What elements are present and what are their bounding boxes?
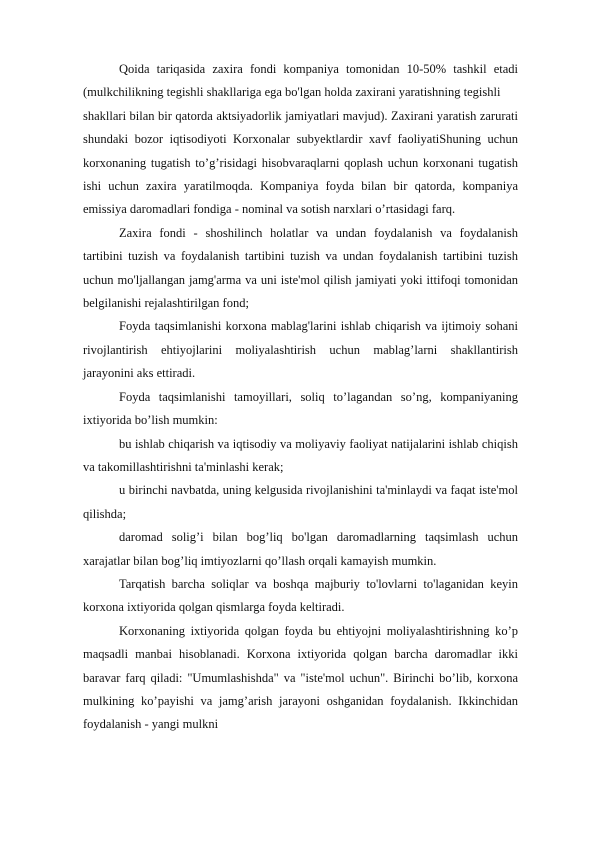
paragraph-1: Qoida tariqasida zaxira fondi kompaniya tomonidan 10-50% tashkil etadi (mulkchilikning tegishli shakllariga ega bo'lgan holda zaxirani yaratishning tegishli [83,62,518,100]
paragraph-9: Tarqatish barcha soliqlar va boshqa majburiy to'lovlarni to'laganidan keyin korxona ixtiyorida qolgan qismlarga foyda keltiradi. [83,576,518,615]
paragraph-2: shakllari bilan bir qatorda aktsiyadorlik jamiyatlari mavjud). Zaxirani yaratish zarurati shundaki bozor iqtisodiyoti Korxonalar subyektlardir xavf faoliyatiShuning uchun korxonaning tugatish to’g’risidagi hisobvaraqlarni qoplash uchun korxonani tugatish ishi uchun zaxira yaratilmoqda. Kompaniya foyda bilan bir qatorda, kompaniya emissiya daromadlari fondiga - nominal va sotish narxlari o’rtasidagi farq. [83,108,518,217]
paragraph-5: Foyda taqsimlanishi tamoyillari, soliq to’lagandan so’ng, kompaniyaning ixtiyorida bo’lish mumkin: [83,389,518,428]
paragraph-4: Foyda taqsimlanishi korxona mablag'larini ishlab chiqarish va ijtimoiy sohani rivojlantirish ehtiyojlarini moliyalashtirish uchun mablag’larni shakllantirish jarayonini aks ettiradi. [83,319,518,381]
paragraph-7: u birinchi navbatda, uning kelgusida rivojlanishini ta'minlaydi va faqat iste'mol qilishda; [83,483,518,521]
paragraph-10: Korxonaning ixtiyorida qolgan foyda bu ehtiyojni moliyalashtirishning ko’p maqsadli manbai hisoblanadi. Korxona ixtiyorida qolgan barcha daromadlar ikki baravar farq qiladi: "Umumlashishda" va "iste'mol uchun". Birinchi bo’lib, korxona mulkining ko’payishi va jamg’arish jarayoni oshganidan foydalanish. Ikkinchidan foydalanish - yangi mulkni [83,623,518,732]
paragraph-8: daromad solig’i bilan bog’liq bo'lgan daromadlarning taqsimlash uchun xarajatlar bilan bog’liq imtiyozlarni qo’llash orqali kamayish mumkin. [83,530,518,568]
paragraph-6: bu ishlab chiqarish va iqtisodiy va moliyaviy faoliyat natijalarini ishlab chiqish va takomillashtirishni ta'minlashi kerak; [83,436,518,474]
paragraph-3: Zaxira fondi - shoshilinch holatlar va undan foydalanish va foydalanish tartibini tuzish va foydalanish tartibini tuzish va undan foydalanish tartibini tuzish uchun mo'ljallangan jamg'arma va uni iste'mol qilish jamiyati yoki ittifoqi tomonidan belgilanishi rejalashtirilgan fond; [83,225,518,311]
document-page [83,58,518,737]
